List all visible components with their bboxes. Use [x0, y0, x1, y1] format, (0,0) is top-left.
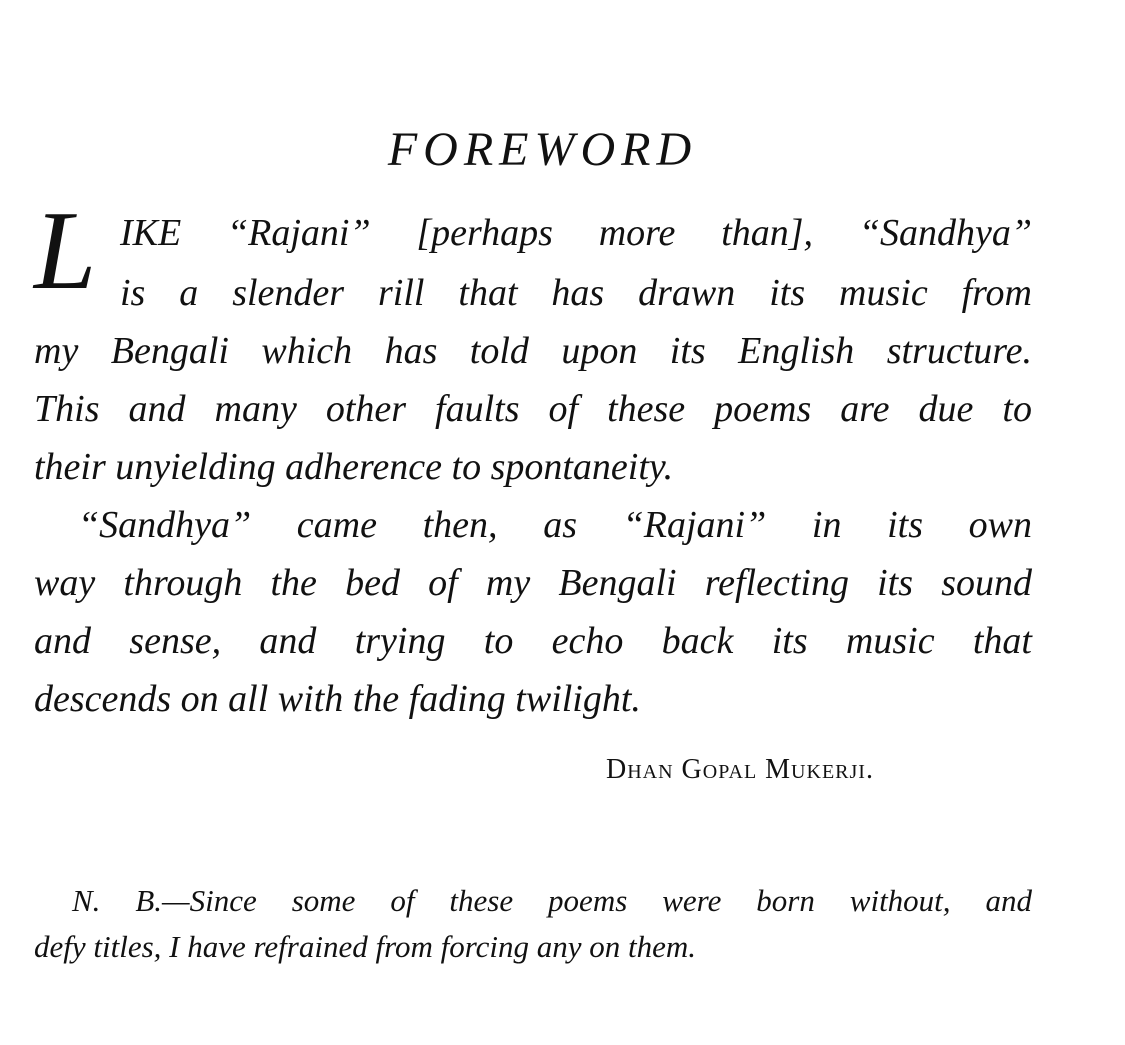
- paragraph-1-line-5: their unyielding adherence to spontaneity.: [34, 446, 674, 488]
- paragraph-2-line-2: way through the bed of my Bengali reflecting its sound: [34, 562, 1032, 604]
- paragraph-2-line-1: “Sandhya” came then, as “Rajani” in its own: [78, 504, 1032, 546]
- author-signature: Dhan Gopal Mukerji.: [606, 754, 874, 785]
- paragraph-2-line-3: and sense, and trying to echo back its music that: [34, 620, 1032, 662]
- paragraph-1-line-2: is a slender rill that has drawn its music from: [120, 272, 1032, 314]
- note-line-1: N. B.—Since some of these poems were born without, and: [72, 883, 1032, 918]
- paragraph-1-line-1: IKE “Rajani” [perhaps more than], “Sandhya”: [120, 212, 1032, 254]
- paragraph-2-line-4: descends on all with the fading twilight.: [34, 678, 641, 720]
- paragraph-1-line-4: This and many other faults of these poems are due to: [34, 388, 1032, 430]
- note-line-2: defy titles, I have refrained from forcing any on them.: [34, 929, 697, 964]
- page-title: FOREWORD: [387, 123, 698, 176]
- paragraph-1-line-3: my Bengali which has told upon its English structure.: [34, 330, 1032, 372]
- drop-cap: L: [34, 189, 97, 313]
